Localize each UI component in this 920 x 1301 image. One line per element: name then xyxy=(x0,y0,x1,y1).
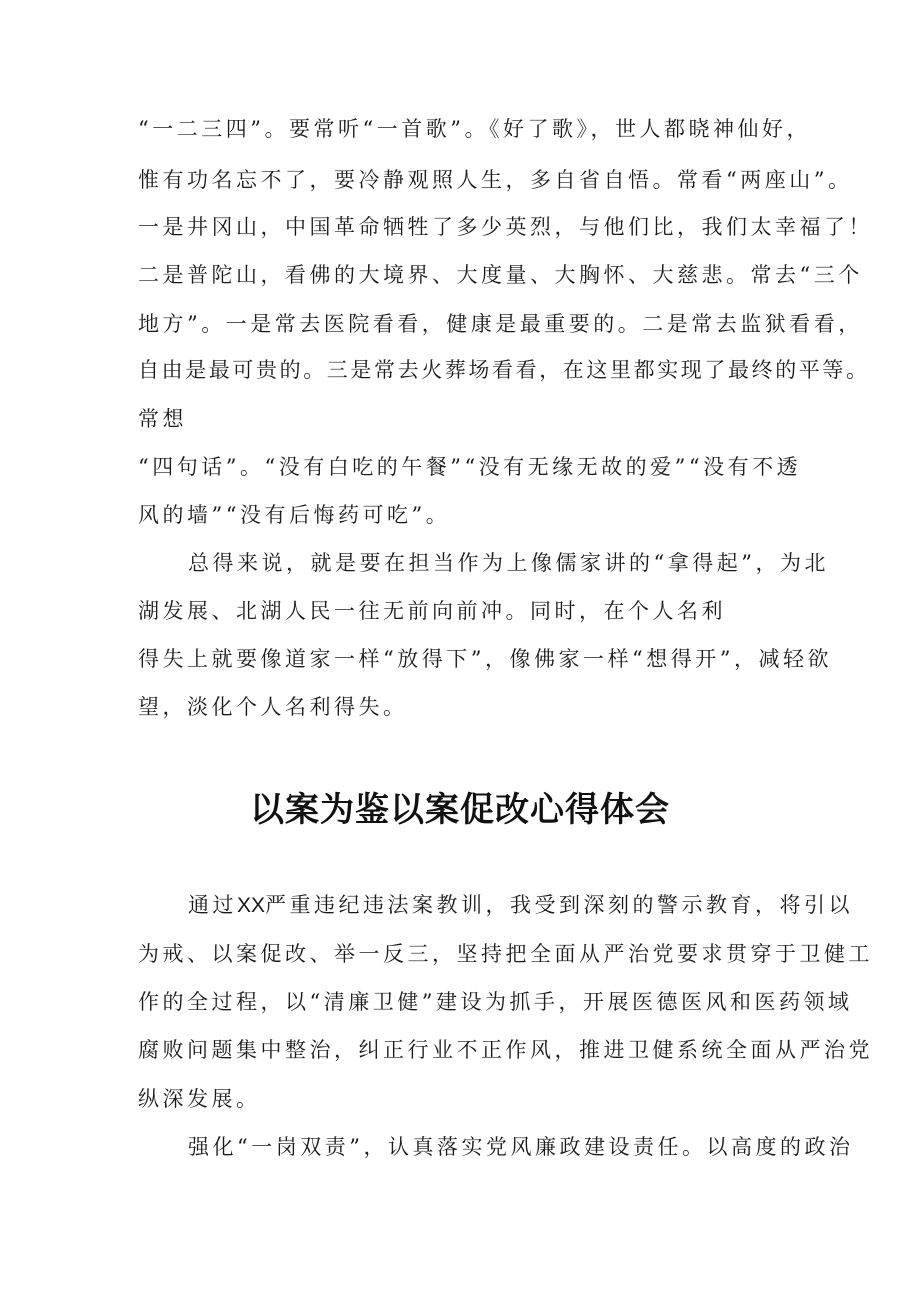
text-line: 纵深发展。 xyxy=(138,1087,261,1111)
paragraph-first-line xyxy=(188,891,853,920)
text-line: 腐败问题集中整治，纠正行业不正作风，推进卫健系统全面从严治党 xyxy=(138,1038,873,1062)
text-line: 风的墙”“没有后悔药可吃”。 xyxy=(138,503,451,527)
text-line: 惟有功名忘不了，要冷静观照人生，多自省自悟。常看“两座山”。 xyxy=(138,168,853,192)
text-run: 通过 xyxy=(188,893,237,917)
text-line: 湖发展、北湖人民一往无前向前冲。同时，在个人名利 xyxy=(138,599,726,623)
text-line: 得失上就要像道家一样“放得下”，像佛家一样“想得开”，减轻欲 xyxy=(138,647,832,671)
paragraph-first-line: 总得来说，就是要在担当作为上像儒家讲的“拿得起”，为北 xyxy=(188,551,829,575)
text-line: 望，淡化个人名利得失。 xyxy=(138,695,408,719)
paragraph-first-line: 强化“一岗双责”，认真落实党风廉政建设责任。以高度的政治 xyxy=(188,1135,854,1159)
text-line: 自由是最可贵的。三是常去火葬场看看，在这里都实现了最终的平等。 xyxy=(138,358,870,382)
text-line: 为戒、以案促改、举一反三，坚持把全面从严治党要求贯穿于卫健工 xyxy=(138,942,873,966)
text-line: 作的全过程，以“清廉卫健”建设为抓手，开展医德医风和医药领域 xyxy=(138,990,853,1014)
article-title: 以案为鉴以案促改心得体会 xyxy=(250,790,670,830)
text-line: 地方”。一是常去医院看看，健康是最重要的。二是常去监狱看看， xyxy=(138,312,863,336)
text-line: 一是井冈山，中国革命牺牲了多少英烈，与他们比，我们太幸福了！ xyxy=(138,215,873,239)
text-line: “四句话”。“没有白吃的午餐”“没有无缘无故的爱”“没有不透 xyxy=(138,455,802,479)
text-line: 二是普陀山，看佛的大境界、大度量、大胸怀、大慈悲。常去“三个 xyxy=(138,263,863,287)
text-line: 常想 xyxy=(138,407,187,431)
text-run: 严重违纪违法案教训，我受到深刻的警示教育，将引以 xyxy=(265,893,854,917)
case-placeholder: XX xyxy=(237,894,266,917)
text-line: “一二三四”。要常听“一首歌”。《好了歌》，世人都晓神仙好， xyxy=(138,117,811,141)
